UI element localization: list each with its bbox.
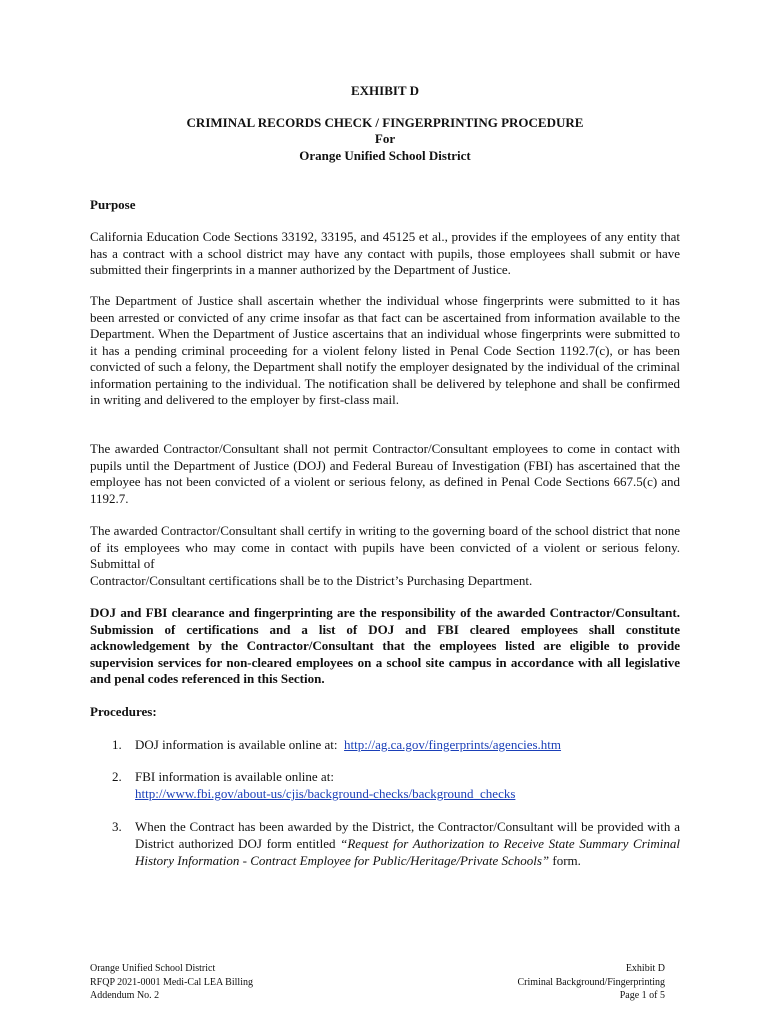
- footer-rfqp: RFQP 2021-0001 Medi-Cal LEA Billing: [90, 976, 253, 988]
- district-name: Orange Unified School District: [299, 148, 471, 163]
- title-for: For: [374, 131, 396, 146]
- exhibit-label: EXHIBIT D: [350, 83, 420, 98]
- procedure-text: DOJ information is available online at:: [135, 737, 338, 752]
- procedure-text: FBI information is available online at:: [135, 769, 334, 784]
- form-title: “Request for Authorization to Receive State Summary Criminal History Information - Contract Employee for Public/Heritage/Private Schools”: [135, 836, 680, 868]
- purpose-paragraph-3: The awarded Contractor/Consultant shall not permit Contractor/Consultant employees to come in contact with pupils until the Department of Justice (DOJ) and Federal Bureau of Investigation (FBI) has ascertained that the employee has not been convicted of a violent or serious felony, as defined in Penal Code Sections 667.5(c) and 1192.7.: [90, 441, 680, 506]
- purpose-paragraph-4: [90, 523, 680, 589]
- footer-page-number: Page 1 of 5: [619, 990, 665, 1001]
- procedures-heading: Procedures:: [90, 704, 157, 719]
- procedure-body: [135, 818, 680, 869]
- purpose-paragraph-2: The Department of Justice shall ascertain whether the individual whose fingerprints were submitted to it has been arrested or convicted of any crime insofar as that fact can be ascertained from information available to the Department. When the Department of Justice ascertains that an individual whose fingerprints were submitted to it has a pending criminal proceeding for a violent felony listed in Penal Code Section 1192.7(c), or has been convicted of such a felony, the Department shall notify the employer designated by the individual of the criminal information pertaining to the individual. The notification shall be delivered by telephone and shall be confirmed in writing and delivered to the employer by first-class mail.: [90, 293, 680, 407]
- doj-link[interactable]: http://ag.ca.gov/fingerprints/agencies.htm: [344, 737, 562, 752]
- fbi-link[interactable]: http://www.fbi.gov/about-us/cjis/background-checks/background_checks: [135, 786, 516, 801]
- footer-right: [480, 962, 665, 1003]
- procedure-text: When the Contract has been awarded by the District, the Contractor/Consultant will be provided with a District authorized DOJ form entitled: [135, 819, 680, 851]
- document-title: CRIMINAL RECORDS CHECK / FINGERPRINTING PROCEDURE: [186, 115, 584, 130]
- procedure-number: 3.: [112, 819, 122, 834]
- procedure-number: 1.: [112, 737, 122, 752]
- footer-exhibit: Exhibit D: [625, 963, 665, 974]
- purpose-paragraph-4-line-a: The awarded Contractor/Consultant shall certify in writing to the governing board of the school district that none of its employees who may come in contact with pupils have been convicted of a violent or serious felony. Submittal of: [90, 523, 680, 571]
- purpose-paragraph-1: California Education Code Sections 33192, 33195, and 45125 et al., provides if the employees of any entity that has a contract with a school district may have any contact with pupils, those employees shall submit or have submitted their fingerprints in a manner authorized by the Department of Justice.: [90, 229, 680, 277]
- purpose-heading: Purpose: [90, 197, 136, 212]
- clearance-paragraph: DOJ and FBI clearance and fingerprinting are the responsibility of the awarded Contractor/Consultant. Submission of certifications and a list of DOJ and FBI cleared employees shall constitute acknowledgement by the Contractor/Consultant that the employees listed are eligible to provide supervision services for non-cleared employees on a school site campus in accordance with all legislative and penal codes referenced in this Section.: [90, 605, 680, 686]
- footer-section: Criminal Background/Fingerprinting: [517, 976, 665, 988]
- procedure-number: 2.: [112, 769, 122, 784]
- purpose-paragraph-4-line-b: Contractor/Consultant certifications shall be to the District’s Purchasing Department.: [90, 572, 533, 588]
- procedure-body: [135, 736, 680, 753]
- procedure-body: [135, 768, 680, 802]
- procedure-text-end: form.: [549, 853, 581, 868]
- footer-addendum: Addendum No. 2: [90, 990, 160, 1001]
- footer-left: [90, 962, 253, 1003]
- footer-district: Orange Unified School District: [90, 963, 216, 974]
